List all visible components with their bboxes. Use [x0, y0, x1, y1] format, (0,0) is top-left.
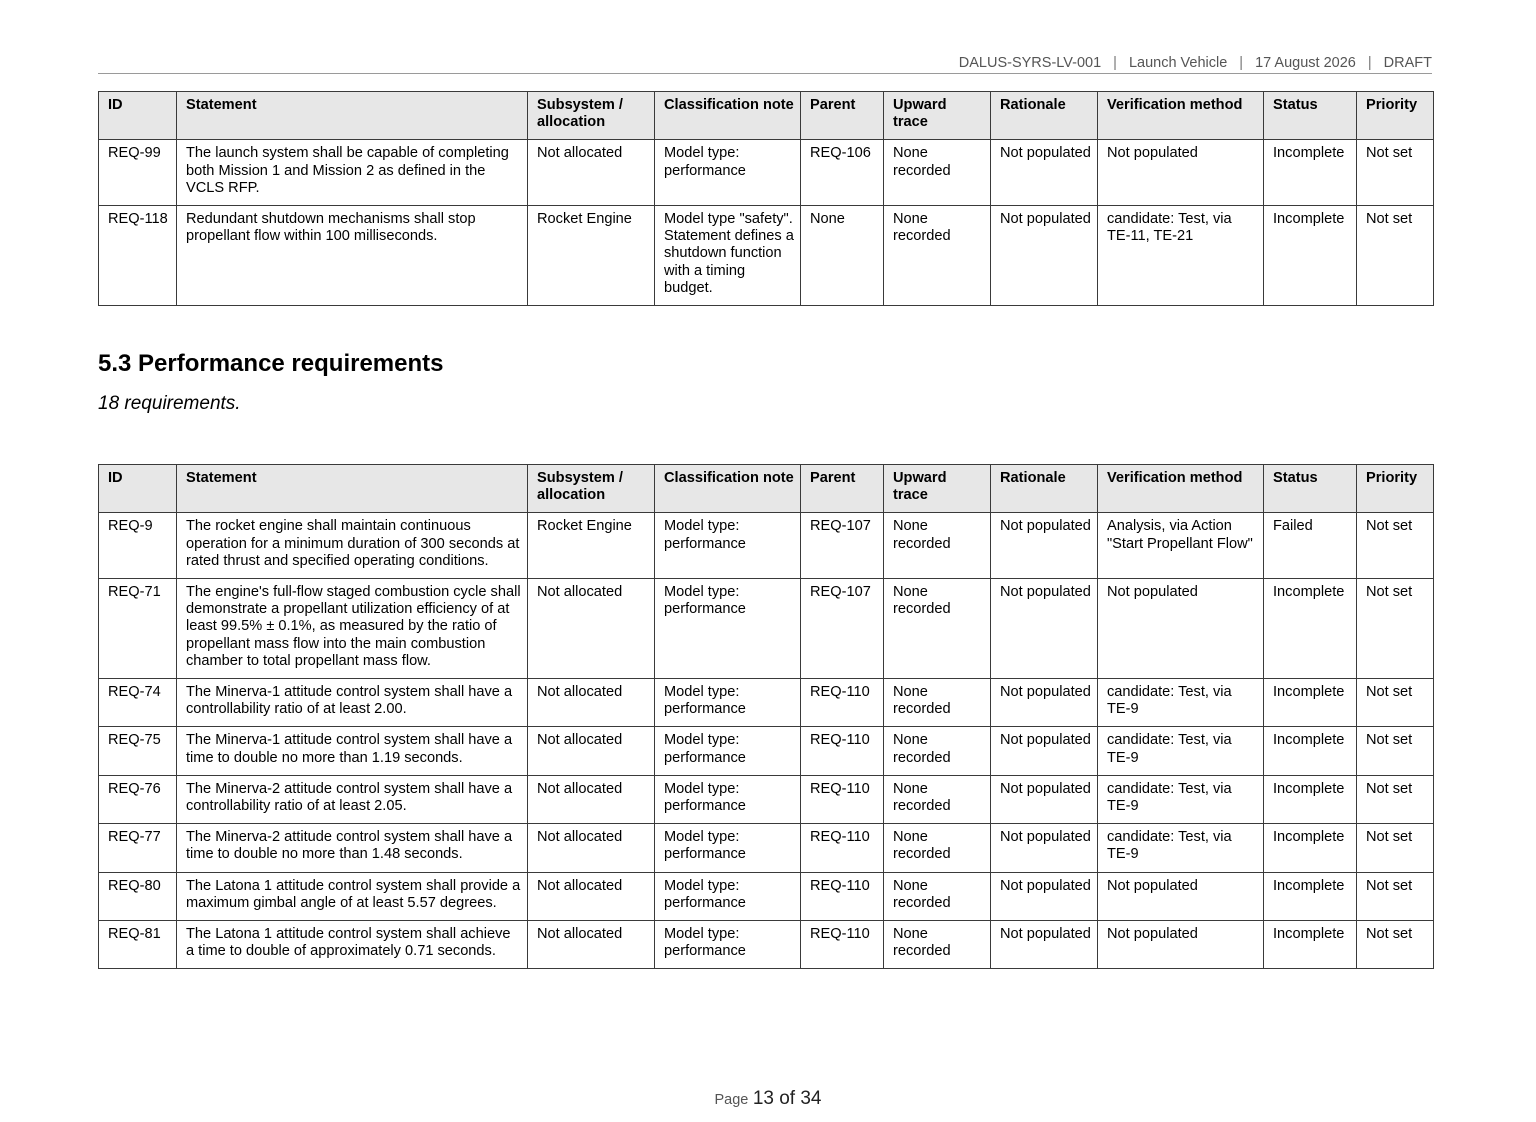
cell-priority: Not set — [1357, 727, 1434, 775]
cell-statement: The Latona 1 attitude control system shall achieve a time to double of approximately 0.71 seconds. — [177, 921, 528, 969]
cell-id: REQ-80 — [99, 872, 177, 920]
cell-verification: Not populated — [1098, 921, 1264, 969]
cell-priority: Not set — [1357, 872, 1434, 920]
table-body — [99, 513, 1434, 969]
section-heading: 5.3 Performance requirements — [98, 350, 444, 377]
cell-subsystem: Not allocated — [528, 679, 655, 727]
table-row — [99, 727, 1434, 775]
cell-rationale: Not populated — [991, 679, 1098, 727]
column-header-id: ID — [99, 465, 177, 513]
column-header-classification: Classification note — [655, 465, 801, 513]
column-header-rationale: Rationale — [991, 92, 1098, 140]
table-header-row — [99, 465, 1434, 513]
cell-id: REQ-99 — [99, 140, 177, 206]
column-header-upward-trace: Upward trace — [884, 465, 991, 513]
doc-status: DRAFT — [1383, 55, 1432, 71]
page-label: Page — [714, 1092, 749, 1108]
cell-classification: Model type: performance — [655, 921, 801, 969]
cell-verification: Analysis, via Action "Start Propellant Flow" — [1098, 513, 1264, 579]
cell-verification: Not populated — [1098, 579, 1264, 679]
cell-classification: Model type: performance — [655, 140, 801, 206]
column-header-status: Status — [1264, 92, 1357, 140]
cell-id: REQ-75 — [99, 727, 177, 775]
column-header-status: Status — [1264, 465, 1357, 513]
cell-id: REQ-71 — [99, 579, 177, 679]
cell-parent: REQ-110 — [801, 775, 884, 823]
cell-statement: The Minerva-1 attitude control system shall have a controllability ratio of at least 2.00. — [177, 679, 528, 727]
cell-verification: Not populated — [1098, 872, 1264, 920]
cell-subsystem: Not allocated — [528, 775, 655, 823]
column-header-parent: Parent — [801, 465, 884, 513]
section-subtitle: 18 requirements. — [98, 393, 241, 414]
page-footer — [0, 1088, 1536, 1110]
cell-upward-trace: None recorded — [884, 921, 991, 969]
cell-rationale: Not populated — [991, 775, 1098, 823]
cell-priority: Not set — [1357, 513, 1434, 579]
column-header-parent: Parent — [801, 92, 884, 140]
cell-statement: The Minerva-2 attitude control system shall have a time to double no more than 1.48 seconds. — [177, 824, 528, 872]
table-row — [99, 679, 1434, 727]
cell-rationale: Not populated — [991, 206, 1098, 306]
cell-upward-trace: None recorded — [884, 579, 991, 679]
cell-classification: Model type: performance — [655, 679, 801, 727]
cell-statement: The Latona 1 attitude control system shall provide a maximum gimbal angle of at least 5.57 degrees. — [177, 872, 528, 920]
cell-subsystem: Not allocated — [528, 824, 655, 872]
table-row — [99, 921, 1434, 969]
table-row — [99, 140, 1434, 206]
cell-statement: The rocket engine shall maintain continuous operation for a minimum duration of 300 seconds at rated thrust and specified operating conditions. — [177, 513, 528, 579]
column-header-id: ID — [99, 92, 177, 140]
cell-classification: Model type: performance — [655, 824, 801, 872]
cell-parent: REQ-110 — [801, 824, 884, 872]
cell-rationale: Not populated — [991, 727, 1098, 775]
cell-status: Incomplete — [1264, 921, 1357, 969]
cell-status: Failed — [1264, 513, 1357, 579]
column-header-verification: Verification method — [1098, 92, 1264, 140]
column-header-statement: Statement — [177, 92, 528, 140]
cell-statement: Redundant shutdown mechanisms shall stop propellant flow within 100 milliseconds. — [177, 206, 528, 306]
doc-date: 17 August 2026 — [1255, 55, 1356, 71]
header-separator: | — [1113, 55, 1117, 71]
cell-classification: Model type "safety". Statement defines a shutdown function with a timing budget. — [655, 206, 801, 306]
cell-id: REQ-9 — [99, 513, 177, 579]
cell-upward-trace: None recorded — [884, 206, 991, 306]
cell-priority: Not set — [1357, 775, 1434, 823]
header-separator: | — [1239, 55, 1244, 71]
cell-rationale: Not populated — [991, 513, 1098, 579]
cell-id: REQ-77 — [99, 824, 177, 872]
cell-parent: REQ-110 — [801, 872, 884, 920]
cell-classification: Model type: performance — [655, 872, 801, 920]
cell-priority: Not set — [1357, 824, 1434, 872]
cell-rationale: Not populated — [991, 140, 1098, 206]
header-separator: | — [1367, 55, 1372, 71]
cell-subsystem: Not allocated — [528, 872, 655, 920]
column-header-verification: Verification method — [1098, 465, 1264, 513]
cell-subsystem: Rocket Engine — [528, 206, 655, 306]
cell-parent: REQ-106 — [801, 140, 884, 206]
requirements-table-top — [98, 91, 1434, 306]
cell-subsystem: Not allocated — [528, 727, 655, 775]
page-header — [98, 55, 1432, 74]
cell-status: Incomplete — [1264, 727, 1357, 775]
cell-statement: The Minerva-1 attitude control system shall have a time to double no more than 1.19 seconds. — [177, 727, 528, 775]
cell-status: Incomplete — [1264, 579, 1357, 679]
cell-statement: The launch system shall be capable of completing both Mission 1 and Mission 2 as defined in the VCLS RFP. — [177, 140, 528, 206]
column-header-subsystem: Subsystem / allocation — [528, 92, 655, 140]
cell-classification: Model type: performance — [655, 727, 801, 775]
column-header-upward-trace: Upward trace — [884, 92, 991, 140]
cell-upward-trace: None recorded — [884, 513, 991, 579]
cell-priority: Not set — [1357, 679, 1434, 727]
column-header-priority: Priority — [1357, 92, 1434, 140]
cell-statement: The Minerva-2 attitude control system shall have a controllability ratio of at least 2.05. — [177, 775, 528, 823]
cell-classification: Model type: performance — [655, 775, 801, 823]
cell-status: Incomplete — [1264, 775, 1357, 823]
cell-subsystem: Not allocated — [528, 579, 655, 679]
column-header-priority: Priority — [1357, 465, 1434, 513]
cell-id: REQ-76 — [99, 775, 177, 823]
cell-classification: Model type: performance — [655, 579, 801, 679]
doc-id: DALUS-SYRS-LV-001 — [958, 55, 1102, 71]
cell-verification: candidate: Test, via TE-9 — [1098, 679, 1264, 727]
cell-verification: candidate: Test, via TE-9 — [1098, 727, 1264, 775]
cell-parent: REQ-110 — [801, 921, 884, 969]
cell-upward-trace: None recorded — [884, 775, 991, 823]
table-row — [99, 579, 1434, 679]
cell-subsystem: Rocket Engine — [528, 513, 655, 579]
cell-parent: REQ-110 — [801, 679, 884, 727]
cell-status: Incomplete — [1264, 872, 1357, 920]
cell-id: REQ-74 — [99, 679, 177, 727]
cell-parent: REQ-107 — [801, 513, 884, 579]
cell-rationale: Not populated — [991, 579, 1098, 679]
column-header-statement: Statement — [177, 465, 528, 513]
table-row — [99, 824, 1434, 872]
cell-rationale: Not populated — [991, 921, 1098, 969]
cell-verification: candidate: Test, via TE-11, TE-21 — [1098, 206, 1264, 306]
cell-status: Incomplete — [1264, 206, 1357, 306]
cell-classification: Model type: performance — [655, 513, 801, 579]
cell-parent: REQ-110 — [801, 727, 884, 775]
cell-verification: candidate: Test, via TE-9 — [1098, 824, 1264, 872]
cell-upward-trace: None recorded — [884, 824, 991, 872]
cell-parent: None — [801, 206, 884, 306]
column-header-classification: Classification note — [655, 92, 801, 140]
table-row — [99, 775, 1434, 823]
cell-verification: candidate: Test, via TE-9 — [1098, 775, 1264, 823]
requirements-table-performance — [98, 464, 1434, 969]
cell-upward-trace: None recorded — [884, 727, 991, 775]
cell-statement: The engine's full-flow staged combustion cycle shall demonstrate a propellant utilization efficiency of at least 99.5% ± 0.1%, as measured by the ratio of propellant mass flow into the main combustion chamber to total propellant mass flow. — [177, 579, 528, 679]
table-body — [99, 140, 1434, 306]
cell-rationale: Not populated — [991, 872, 1098, 920]
cell-verification: Not populated — [1098, 140, 1264, 206]
cell-status: Incomplete — [1264, 824, 1357, 872]
table-header-row — [99, 92, 1434, 140]
cell-upward-trace: None recorded — [884, 872, 991, 920]
cell-priority: Not set — [1357, 140, 1434, 206]
cell-priority: Not set — [1357, 579, 1434, 679]
cell-priority: Not set — [1357, 206, 1434, 306]
cell-status: Incomplete — [1264, 140, 1357, 206]
cell-rationale: Not populated — [991, 824, 1098, 872]
column-header-subsystem: Subsystem / allocation — [528, 465, 655, 513]
table-row — [99, 513, 1434, 579]
cell-parent: REQ-107 — [801, 579, 884, 679]
cell-subsystem: Not allocated — [528, 140, 655, 206]
column-header-rationale: Rationale — [991, 465, 1098, 513]
cell-upward-trace: None recorded — [884, 140, 991, 206]
page-number: 13 of 34 — [752, 1088, 822, 1109]
table-row — [99, 872, 1434, 920]
doc-subject: Launch Vehicle — [1128, 55, 1228, 71]
cell-id: REQ-81 — [99, 921, 177, 969]
table-row — [99, 206, 1434, 306]
cell-upward-trace: None recorded — [884, 679, 991, 727]
cell-priority: Not set — [1357, 921, 1434, 969]
cell-id: REQ-118 — [99, 206, 177, 306]
cell-status: Incomplete — [1264, 679, 1357, 727]
cell-subsystem: Not allocated — [528, 921, 655, 969]
